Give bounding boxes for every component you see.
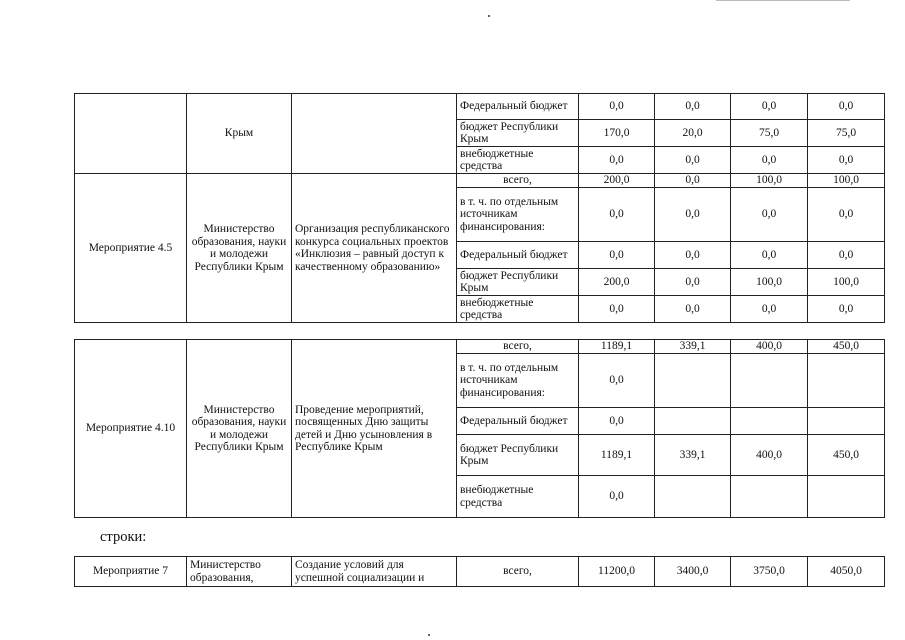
- year1-cell: 0,0: [655, 147, 731, 174]
- year2-cell: [731, 354, 808, 408]
- year3-cell: 75,0: [808, 120, 885, 147]
- year1-cell: 20,0: [655, 120, 731, 147]
- total-cell: 0,0: [579, 296, 655, 323]
- year1-cell: 0,0: [655, 296, 731, 323]
- funding-source-cell: Федеральный бюджет: [457, 94, 579, 120]
- year2-cell: 0,0: [731, 147, 808, 174]
- executor-cell: Министерство образования, науки и молодежи Республики Крым: [187, 174, 292, 323]
- year1-cell: 3400,0: [655, 557, 731, 587]
- funding-source-cell: в т. ч. по отдельным источникам финансирования:: [457, 188, 579, 242]
- year2-cell: 0,0: [731, 188, 808, 242]
- year2-cell: 0,0: [731, 296, 808, 323]
- year3-cell: 4050,0: [808, 557, 885, 587]
- total-cell: 200,0: [579, 269, 655, 296]
- executor-cell: Крым: [187, 94, 292, 174]
- year3-cell: 450,0: [808, 435, 885, 476]
- year2-cell: 400,0: [731, 435, 808, 476]
- funding-source-cell: бюджет Республики Крым: [457, 120, 579, 147]
- funding-source-cell: в т. ч. по отдельным источникам финансирования:: [457, 354, 579, 408]
- budget-table-3: [74, 556, 885, 587]
- year3-cell: [808, 408, 885, 435]
- total-cell: 0,0: [579, 354, 655, 408]
- total-cell: 11200,0: [579, 557, 655, 587]
- year2-cell: 0,0: [731, 94, 808, 120]
- year3-cell: 100,0: [808, 269, 885, 296]
- funding-source-cell: бюджет Республики Крым: [457, 435, 579, 476]
- executor-cell: Министерство образования,: [187, 557, 292, 587]
- description-cell: Проведение мероприятий, посвященных Дню защиты детей и Дню усыновления в Республике Крым: [292, 340, 457, 518]
- table-row: [75, 94, 885, 120]
- year3-cell: 0,0: [808, 242, 885, 269]
- year1-cell: 339,1: [655, 340, 731, 354]
- total-cell: 1189,1: [579, 340, 655, 354]
- year1-cell: 0,0: [655, 242, 731, 269]
- year3-cell: 0,0: [808, 94, 885, 120]
- year2-cell: 3750,0: [731, 557, 808, 587]
- table-row: [75, 557, 885, 587]
- total-cell: 1189,1: [579, 435, 655, 476]
- total-cell: 0,0: [579, 94, 655, 120]
- year2-cell: 0,0: [731, 242, 808, 269]
- year1-cell: 0,0: [655, 188, 731, 242]
- total-cell: 0,0: [579, 242, 655, 269]
- year1-cell: 339,1: [655, 435, 731, 476]
- measure-cell: Мероприятие 4.10: [75, 340, 187, 518]
- funding-source-cell: всего,: [457, 340, 579, 354]
- funding-source-cell: всего,: [457, 174, 579, 188]
- total-cell: 0,0: [579, 408, 655, 435]
- description-cell: Организация республиканского конкурса социальных проектов «Инклюзия – равный доступ к качественному образованию»: [292, 174, 457, 323]
- total-cell: 0,0: [579, 188, 655, 242]
- year2-cell: 400,0: [731, 340, 808, 354]
- scan-speck: [488, 15, 490, 17]
- year1-cell: [655, 408, 731, 435]
- year3-cell: [808, 354, 885, 408]
- year2-cell: 100,0: [731, 269, 808, 296]
- measure-cell: Мероприятие 4.5: [75, 174, 187, 323]
- year3-cell: 0,0: [808, 147, 885, 174]
- funding-source-cell: Федеральный бюджет: [457, 408, 579, 435]
- year1-cell: 0,0: [655, 269, 731, 296]
- year2-cell: 100,0: [731, 174, 808, 188]
- description-cell: [292, 94, 457, 174]
- scan-speck: [428, 634, 430, 636]
- year3-cell: 100,0: [808, 174, 885, 188]
- funding-source-cell: Федеральный бюджет: [457, 242, 579, 269]
- funding-source-cell: внебюджетные средства: [457, 476, 579, 518]
- funding-source-cell: внебюджетные средства: [457, 296, 579, 323]
- measure-cell: Мероприятие 7: [75, 557, 187, 587]
- total-cell: 0,0: [579, 147, 655, 174]
- total-cell: 200,0: [579, 174, 655, 188]
- year2-cell: [731, 476, 808, 518]
- scan-artifact-line: [716, 0, 850, 1]
- year3-cell: 450,0: [808, 340, 885, 354]
- year3-cell: [808, 476, 885, 518]
- year3-cell: 0,0: [808, 188, 885, 242]
- table-row: [75, 340, 885, 354]
- year1-cell: 0,0: [655, 94, 731, 120]
- year1-cell: 0,0: [655, 174, 731, 188]
- funding-source-cell: внебюджетные средства: [457, 147, 579, 174]
- funding-source-cell: бюджет Республики Крым: [457, 269, 579, 296]
- section-caption: строки:: [100, 529, 147, 545]
- year1-cell: [655, 354, 731, 408]
- year1-cell: [655, 476, 731, 518]
- description-cell: Создание условий для успешной социализации и: [292, 557, 457, 587]
- year3-cell: 0,0: [808, 296, 885, 323]
- year2-cell: 75,0: [731, 120, 808, 147]
- table-row: [75, 174, 885, 188]
- total-cell: 0,0: [579, 476, 655, 518]
- budget-table-1: [74, 93, 885, 323]
- executor-cell: Министерство образования, науки и молодежи Республики Крым: [187, 340, 292, 518]
- funding-source-cell: всего,: [457, 557, 579, 587]
- year2-cell: [731, 408, 808, 435]
- budget-table-2: [74, 339, 885, 518]
- total-cell: 170,0: [579, 120, 655, 147]
- measure-cell: [75, 94, 187, 174]
